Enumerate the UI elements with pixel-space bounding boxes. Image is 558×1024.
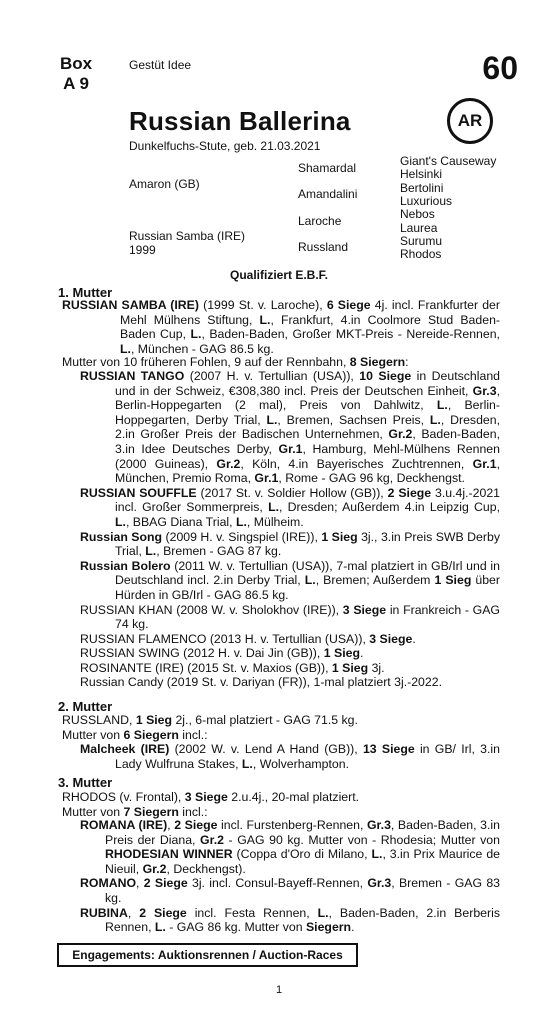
pedigree-dam-year: 1999 bbox=[129, 243, 156, 257]
section-heading-third-dam: 3. Mutter bbox=[58, 775, 113, 790]
pedigree-great-grandparent: Bertolini bbox=[400, 181, 444, 195]
foal-list bbox=[80, 369, 500, 690]
foal-entry-russian-tango: RUSSIAN TANGO (2007 H. v. Tertullian (USA)), 10 Siege in Deutschland und in der Schweiz, €308,380 incl. Preis der Deutschen Einheit, Gr.3, Berlin-Hoppegarten (2 mal), Preis von Dahlwitz, L., Berlin-Hoppegarten, Derby Trial, L., Bremen, Sachsen Preis, L., Dresden, 2.in Großer Preis der Badischen Unternehmen, Gr.2, Baden-Baden, 3.in Idee Deutsches Derby, Gr.1, Hamburg, Mehl-Mülhens Rennen (2000 Guineas), Gr.2, Köln, 4.in Bayerisches Zuchtrennen, Gr.1, München, Premio Roma, Gr.1, Rome - GAG 96 kg, Deckhengst. bbox=[80, 369, 501, 486]
third-dam-entry: RHODOS (v. Frontal), 3 Siege 2.u.4j., 20-mal platziert. Mutter von 7 Siegern incl.: bbox=[62, 790, 360, 819]
foal-entry-malcheek: Malcheek (IRE) (2002 W. v. Lend A Hand (GB)), 13 Siege in GB/ Irl, 3.in Lady Wulfruna Stakes, L., Wolverhampton. bbox=[80, 742, 500, 771]
foal-entry-rubina: RUBINA, 2 Siege incl. Festa Rennen, L., Baden-Baden, 2.in Berberis Rennen, L. - GAG 86 kg. Mutter von Siegern. bbox=[80, 905, 500, 935]
pedigree-grandparent: Shamardal bbox=[298, 161, 357, 175]
pedigree-great-grandparent: Giant's Causeway bbox=[400, 154, 497, 168]
foal-entry-russian-candy: Russian Candy (2019 St. v. Dariyan (FR)), 1-mal platziert 3j.-2022. bbox=[80, 675, 442, 690]
foal-entry-romano: ROMANO, 2 Siege 3j. incl. Consul-Bayeff-Rennen, Gr.3, Bremen - GAG 83 kg. bbox=[80, 876, 500, 905]
third-dam-foals bbox=[80, 818, 500, 935]
pedigree-grandparent: Laroche bbox=[298, 214, 342, 228]
section-heading-second-dam: 2. Mutter bbox=[58, 699, 113, 714]
box-label: Box bbox=[59, 54, 93, 73]
section-heading-first-dam: 1. Mutter bbox=[58, 285, 113, 300]
second-dam-entry: RUSSLAND, 1 Sieg 2j., 6-mal platziert - GAG 71.5 kg. Mutter von 6 Siegern incl.: bbox=[62, 713, 358, 742]
box-number bbox=[57, 54, 95, 94]
page-number: 1 bbox=[275, 984, 283, 996]
engagements-box: Engagements: Auktionsrennen / Auction-Races bbox=[57, 943, 358, 967]
pedigree-dam-name: Russian Samba (IRE) bbox=[129, 229, 246, 243]
foal-entry-russian-souffle: RUSSIAN SOUFFLE (2017 St. v. Soldier Hollow (GB)), 2 Siege 3.u.4j.-2021 incl. Großer Sommerpreis, L., Dresden; Außerdem 4.in Leipzig Cup, L., BBAG Diana Trial, L., Mülheim. bbox=[80, 485, 500, 529]
foal-entry-russian-bolero: Russian Bolero (2011 W. v. Tertullian (USA)), 7-mal platziert in GB/Irl und in Deutschland incl. 2.in Derby Trial, L., Bremen; Außerdem 1 Sieg über Hürden in GB/Irl - GAG 86.5 kg. bbox=[80, 558, 500, 602]
pedigree-great-grandparent: Rhodos bbox=[400, 247, 442, 261]
foal-entry-russian-flamenco: RUSSIAN FLAMENCO (2013 H. v. Tertullian (USA)), 3 Siege. bbox=[80, 631, 416, 646]
foal-entry-russian-song: Russian Song (2009 H. v. Singspiel (IRE)), 1 Sieg 3j., 3.in Preis SWB Derby Trial, L., Bremen - GAG 87 kg. bbox=[80, 529, 500, 559]
pedigree-great-grandparent: Nebos bbox=[400, 207, 435, 221]
box-value: A 9 bbox=[63, 74, 89, 93]
foal-entry-romana: ROMANA (IRE), 2 Siege incl. Furstenberg-Rennen, Gr.3, Baden-Baden, 3.in Preis der Diana, Gr.2 - GAG 90 kg. Mutter von - Rhodesia; Mutter von RHODESIAN WINNER (Coppa d'Oro di Milano, L., 3.in Prix Maurice de Nieuil, Gr.2, Deckhengst). bbox=[80, 818, 501, 876]
horse-name: Russian Ballerina bbox=[129, 106, 351, 136]
pedigree-great-grandparent: Surumu bbox=[400, 234, 443, 248]
pedigree-sire: Amaron (GB) bbox=[129, 177, 200, 191]
foal-entry-russian-swing: RUSSIAN SWING (2012 H. v. Dai Jin (GB)), 1 Sieg. bbox=[80, 646, 364, 661]
pedigree-grandparent: Russland bbox=[298, 240, 349, 254]
pedigree-grandparent: Amandalini bbox=[298, 187, 358, 201]
foal-entry-russian-khan: RUSSIAN KHAN (2008 W. v. Sholokhov (IRE)), 3 Siege in Frankreich - GAG 74 kg. bbox=[80, 602, 500, 632]
pedigree-great-grandparent: Luxurious bbox=[400, 194, 453, 208]
breeder: Gestüt Idee bbox=[129, 58, 192, 72]
foal-entry-rosinante: ROSINANTE (IRE) (2015 St. v. Maxios (GB)), 1 Sieg 3j. bbox=[80, 660, 385, 675]
ar-badge: AR bbox=[447, 98, 493, 144]
first-dam-entry: RUSSIAN SAMBA (IRE) (1999 St. v. Laroche), 6 Siege 4j. incl. Frankfurter der Mehl Mülhens Stiftung, L., Frankfurt, 4.in Coolmore Stud Baden-Baden Cup, L., Baden-Baden, Großer MKT-Preis - Nereide-Rennen, L., München - GAG 86.5 kg. bbox=[62, 298, 500, 356]
horse-description: Dunkelfuchs-Stute, geb. 21.03.2021 bbox=[129, 139, 321, 153]
first-dam-produce: Mutter von 10 früheren Fohlen, 9 auf der Rennbahn, 8 Siegern: bbox=[62, 355, 409, 369]
lot-number: 60 bbox=[482, 50, 518, 86]
pedigree-dam bbox=[129, 229, 245, 257]
pedigree-great-grandparent: Helsinki bbox=[400, 167, 443, 181]
pedigree-great-grandparent: Laurea bbox=[400, 221, 438, 235]
first-dam-name: RUSSIAN SAMBA (IRE) bbox=[62, 298, 199, 312]
qualification: Qualifiziert E.B.F. bbox=[229, 268, 328, 282]
